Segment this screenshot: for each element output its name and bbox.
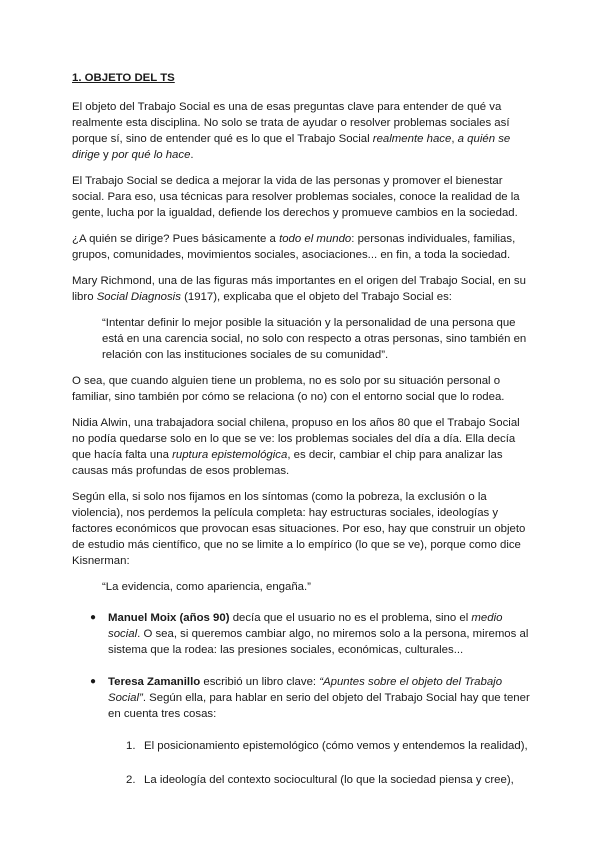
bold-text: Manuel Moix (años 90) [108,612,230,624]
text-span: ¿A quién se dirige? Pues básicamente a [72,233,280,245]
page-content [72,70,532,806]
italic-text: por qué lo hace [111,149,191,161]
list-item [72,674,532,722]
bullet-icon: ● [90,676,97,687]
text-span: Nidia Alwin, una trabajadora social chilena, propuso en los años 80 que el Trabajo Social no podía quedarse solo en lo que se ve: los problemas sociales del día a día. Ella decía que hacía falta una [72,417,520,461]
text-span: . O sea, si queremos cambiar algo, no miremos solo a la persona, miremos al sistema que la rodea: las presiones sociales, económicas, culturales... [108,628,529,656]
paragraph-explanation: O sea, que cuando alguien tiene un problema, no es solo por su situación personal o familiar, sino también por cómo se relaciona (o no) con el entorno social que lo rodea. [72,375,505,403]
numbered-item [72,738,532,754]
text-span: : personas individuales, familias, grupos, comunidades, movimientos sociales, asociaciones... en fin, a toda la sociedad. [72,233,516,261]
paragraph-alwin [72,415,532,479]
text-span: decía que el usuario no es el problema, sino el [229,612,472,624]
italic-text: ruptura epistemológica [172,449,288,461]
text-span: escribió un libro clave: [200,676,320,688]
item-text: La ideología del contexto sociocultural (lo que la sociedad piensa y cree), [144,774,514,786]
text-span: , [451,133,458,145]
item-number: 2. [126,774,136,786]
bullet-list [72,610,532,722]
text-span: . Según ella, para hablar en serio del objeto del Trabajo Social hay que tener en cuenta tres cosas: [108,692,530,720]
italic-text: todo el mundo [279,233,352,245]
text-span: El objeto del Trabajo Social es una de esas preguntas clave para entender de qué va realmente esta disciplina. No solo se trata de ayudar o resolver problemas sociales así porque sí, sino de entender qué es lo que el Trabajo Social [72,101,510,145]
italic-text: medio social [108,612,503,640]
paragraph-purpose: El Trabajo Social se dedica a mejorar la vida de las personas y promover el bienestar social. Para eso, usa técnicas para resolver problemas sociales, conoce la realidad de la gente, lucha por la igualdad, defiende los derechos y promueve cambios en la sociedad. [72,175,520,219]
section-heading: 1. OBJETO DEL TS [72,72,175,84]
item-text: El posicionamiento epistemológico (cómo vemos y entendemos la realidad), [144,740,528,752]
item-number: 1. [126,740,136,752]
text-span: , es decir, cambiar el chip para analizar las causas más profundas de esos problemas. [72,449,503,477]
italic-text: realmente hace [372,133,452,145]
italic-text: “Apuntes sobre el objeto del Trabajo Social” [108,676,503,704]
quote-richmond: “Intentar definir lo mejor posible la situación y la personalidad de una persona que está en una carencia social, no solo con respecto a otras personas, sino también en relación con las instituciones sociales de su comunidad”. [102,317,527,361]
text-span: y [99,149,112,161]
paragraph-intro [72,99,532,163]
italic-text: a quién se dirige [72,133,511,161]
bold-text: Teresa Zamanillo [108,676,201,688]
paragraph-audience [72,231,532,263]
numbered-list [72,738,532,788]
text-span: (1917), explicaba que el objeto del Trabajo Social es: [180,291,452,303]
quote-kisnerman: “La evidencia, como apariencia, engaña.” [102,581,311,593]
numbered-item [72,772,532,788]
paragraph-richmond [72,273,532,305]
paragraph-symptoms: Según ella, si solo nos fijamos en los síntomas (como la pobreza, la exclusión o la violencia), nos perdemos la película completa: hay estructuras sociales, ideologías y factores económicos que provocan esas situaciones. Por eso, hay que construir un objeto de estudio más científico, que no se limite a lo empírico (lo que se ve), porque como dice Kisnerman: [72,491,526,567]
text-span: . [190,149,194,161]
bullet-icon: ● [90,612,97,623]
list-item [72,610,532,658]
text-span: Mary Richmond, una de las figuras más importantes en el origen del Trabajo Social, en su libro [72,275,526,303]
italic-text: Social Diagnosis [96,291,181,303]
